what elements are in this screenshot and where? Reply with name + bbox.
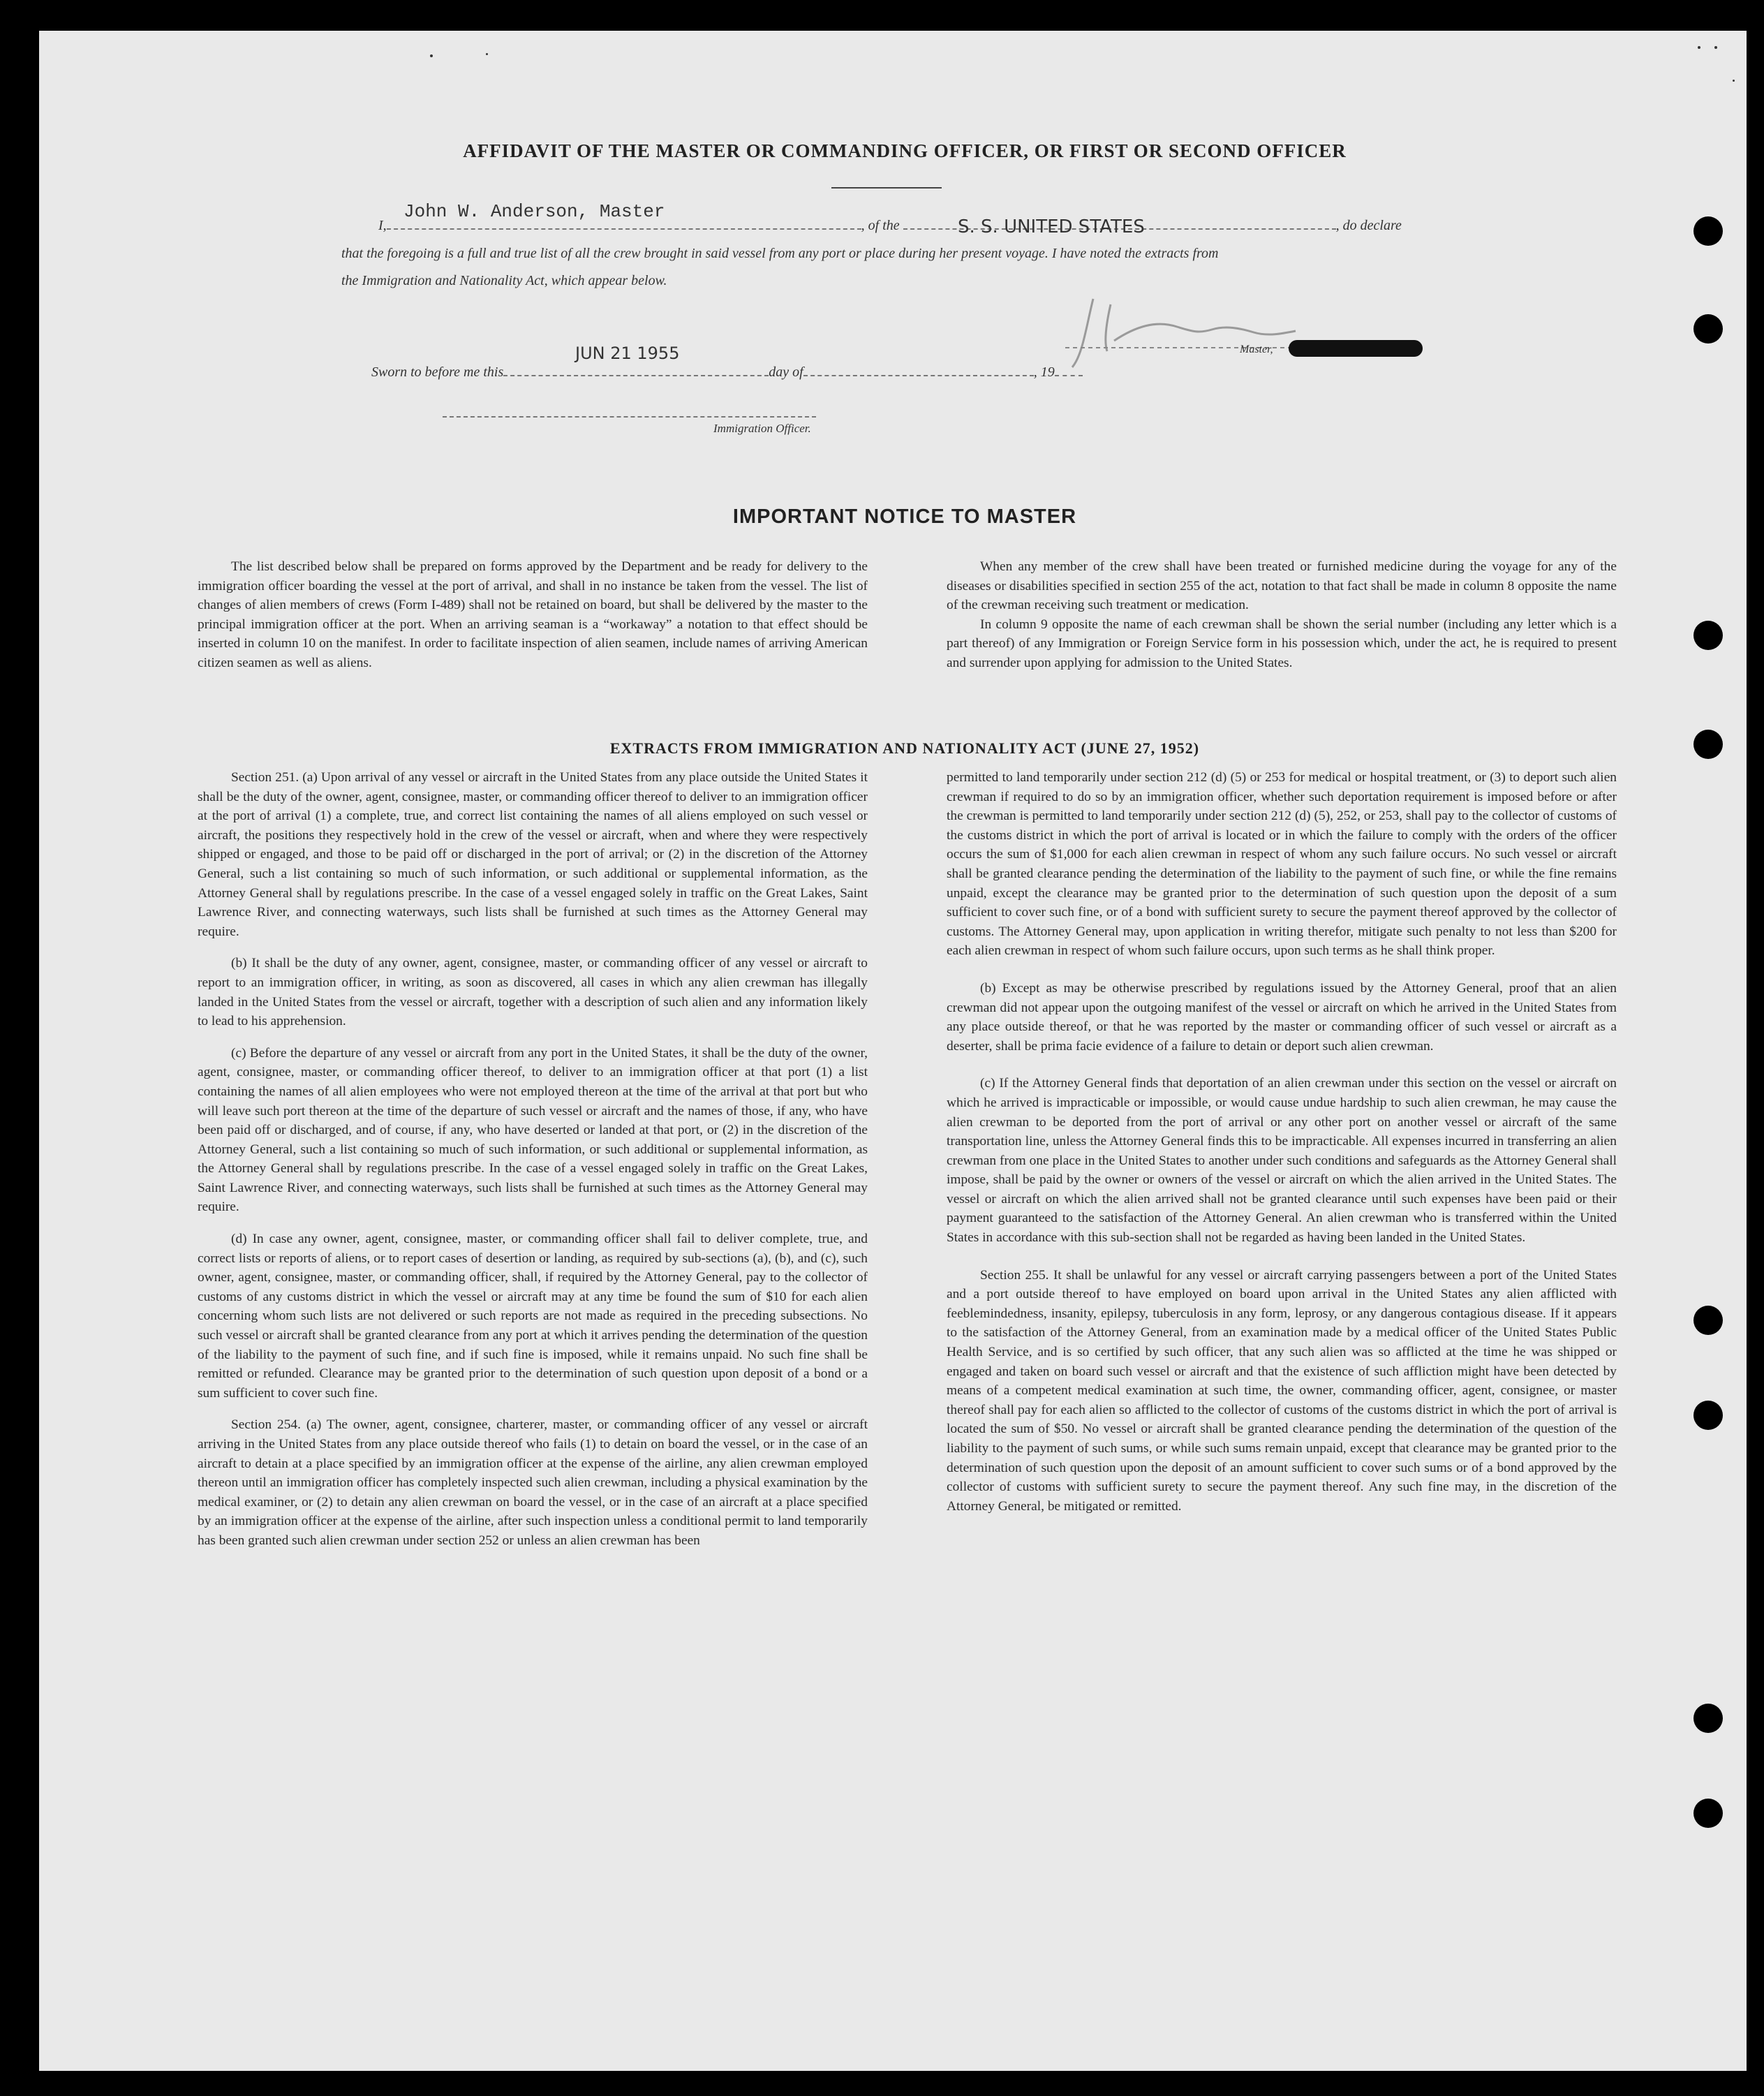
speck xyxy=(1698,46,1700,49)
extract-paragraph: (b) It shall be the duty of any owner, agent, consignee, master, or commanding officer of any vessel or aircraft to report to an immigration officer, in writing, as soon as discovered, all cases in which any alien crewman has illegally landed in the United States from the vessel or aircraft, together with a description of such alien and any information likely to lead to his apprehension. xyxy=(198,956,868,1029)
master-signature xyxy=(1044,285,1365,376)
speck xyxy=(1733,80,1735,82)
extract-paragraph: (b) Except as may be otherwise prescribed by regulations issued by the Attorney General, proof that an alien crewman did not appear upon the outgoing manifest of the vessel or aircraft on which he arrived in the United States from any place outside thereof, or that he was reported by the master or commanding officer of such vessel or aircraft as a deserter, shall be prima facie evidence of a failure to detain or deport such alien crewman. xyxy=(947,980,1617,1054)
extracts-left-column xyxy=(198,768,868,1563)
punch-hole xyxy=(1693,621,1723,650)
punch-hole xyxy=(1693,314,1723,344)
declarant-name: John W. Anderson, Master xyxy=(403,201,665,222)
officer-signature-line xyxy=(443,416,816,418)
notice-left-column xyxy=(198,557,868,686)
date-stamp: JUN 21 1955 xyxy=(575,344,680,363)
notice-paragraph: In column 9 opposite the name of each crewman shall be shown the serial number (including any letter which is a part thereof) of any Immigration or Foreign Service form in his possession which, under the act, he is required to present and surrender upon applying for admission to the United States. xyxy=(947,617,1617,670)
notice-title: IMPORTANT NOTICE TO MASTER xyxy=(732,505,1077,528)
affidavit-line-3: the Immigration and Nationality Act, which appear below. xyxy=(341,273,667,288)
sworn-label: Sworn to before me this xyxy=(371,364,504,380)
extract-paragraph: Section 251. (a) Upon arrival of any vessel or aircraft in the United States from any place outside the United States it shall be the duty of the owner, agent, consignee, master, or commanding officer thereof to deliver to an immigration officer at the port of arrival (1) a complete, true, and correct list containing the names of all aliens employed on such vessel or aircraft, the positions they respectively hold in the crew of the vessel or aircraft, when and where they were respectively shipped or engaged, and those to be paid off or discharged in the port of arrival; or (2) in the discretion of the Attorney General, such a list containing so much of such information, or such additional or supplemental information, as the Attorney General shall by regulations prescribe. In the case of a vessel engaged solely in traffic on the Great Lakes, Saint Lawrence River, and connecting waterways, such lists shall be furnished at such times as the Attorney General may require. xyxy=(198,770,868,939)
sworn-line xyxy=(371,364,1083,381)
i-label: I, xyxy=(378,218,387,233)
extracts-right-column xyxy=(947,768,1617,1528)
do-declare-label: , do declare xyxy=(1335,218,1402,233)
punch-hole xyxy=(1693,1401,1723,1430)
extract-paragraph: Section 255. It shall be unlawful for any vessel or aircraft carrying passengers between a port of the United States and a port outside thereof to have employed on board upon arrival in the United States any alien afflicted with feeblemindedness, insanity, epilepsy, tuberculosis in any form, leprosy, or any dangerous contagious disease. If it appears to the satisfaction of the Attorney General, from an examination made by a medical officer of the United States Public Health Service, and is so certified by such officer, that any such alien was so afflicted at the time he was shipped or engaged and taken on board such vessel or aircraft and that the existence of such affliction might have been detected by means of a competent medical examination at such time, the owner, commanding officer, agent, consignee, or master thereof shall pay for each alien so afflicted to the collector of customs of the customs district in which the port of arrival is located the sum of $50. No vessel or aircraft shall be granted clearance pending the determination of the question of the liability to the payment of such sums, or while such sums remain unpaid, except that clearance may be granted prior to the determination of such question upon the deposit of an amount sufficient to cover such sums or of a bond approved by the collector of customs with sufficient surety to secure the payment thereof. Any such fine may, in the discretion of the Attorney General, be mitigated or remitted. xyxy=(947,1267,1617,1514)
extract-paragraph: Section 254. (a) The owner, agent, consignee, charterer, master, or commanding officer of any vessel or aircraft arriving in the United States from any place outside thereof who fails (1) to detain on board the vessel, or in the case of an aircraft to detain at a place specified by an immigration officer at the expense of the airline, any alien crewman employed thereon until an immigration officer has completely inspected such alien crewman, including a physical examination by the medical examiner, or (2) to detain any alien crewman on board the vessel, or in the case of an aircraft at a place specified by an immigration officer at the expense of the airline, after such inspection unless a conditional permit to land temporarily has been granted such alien crewman under section 252 or unless an alien crewman has been xyxy=(198,1417,868,1548)
punch-hole xyxy=(1693,1799,1723,1828)
document-page xyxy=(39,31,1747,2071)
punch-hole xyxy=(1693,730,1723,759)
nineteen-label: , 19 xyxy=(1033,364,1055,380)
punch-hole xyxy=(1693,1306,1723,1335)
day-of-label: day of xyxy=(769,364,803,380)
affidavit-title: AFFIDAVIT OF THE MASTER OR COMMANDING OFFICER, OR FIRST OR SECOND OFFICER xyxy=(463,140,1347,161)
extracts-title: EXTRACTS FROM IMMIGRATION AND NATIONALITY ACT (JUNE 27, 1952) xyxy=(609,739,1200,757)
notice-paragraph: When any member of the crew shall have been treated or furnished medicine during the voyage for any of the diseases or disabilities specified in section 255 of the act, notation to that fact shall be made in column 8 opposite the name of the crewman receiving such treatment or medication. xyxy=(947,559,1617,613)
speck xyxy=(430,54,433,57)
notice-right-column xyxy=(947,557,1617,686)
punch-hole xyxy=(1693,216,1723,246)
punch-hole xyxy=(1693,1704,1723,1733)
extract-paragraph: permitted to land temporarily under section 212 (d) (5) or 253 for medical or hospital treatment, or (3) to deport such alien crewman if required to do so by an immigration officer, whether such deportation requirement is imposed before or after the crewman is permitted to land temporarily under section 212 (d) (5), 252, or 253, shall pay to the collector of customs of the customs district in which the port of arrival is located or in which the failure to comply with the orders of the officer occurs the sum of $1,000 for each alien crewman in respect of whom any such failure occurs. No such vessel or aircraft shall be granted clearance pending the determination of the liability to the payment of such fine, or while the fine remains unpaid, except the clearance may be granted prior to the determination of such question upon the deposit of a sum sufficient to cover such fine, or of a bond with sufficient surety to secure the payment thereof approved by the collector of customs. The Attorney General may, upon application in writing therefor, mitigate such penalty to not less than $200 for each alien crewman in respect of whom such failure occurs, upon such terms as he shall think proper. xyxy=(947,770,1617,959)
notice-paragraph: The list described below shall be prepared on forms approved by the Department and be ready for delivery to the immigration officer boarding the vessel at the port of arrival, and shall in no instance be taken from the vessel. The list of changes of alien members of crews (Form I-489) shall not be retained on board, but shall be delivered by the master to the principal immigration officer at the port. When an arriving seaman is a “workaway” a notation to that effect should be inserted in column 10 on the manifest. In order to facilitate inspection of alien seamen, include names of arriving American citizen seamen as well as aliens. xyxy=(198,559,868,670)
extract-paragraph: (d) In case any owner, agent, consignee, master, or commanding officer shall fail to deliver complete, true, and correct lists or reports of aliens, or to report cases of desertion or landing, as required by sub-sections (a), (b), and (c), such owner, agent, consignee, master, or commanding officer, shall, if required by the Attorney General, pay to the collector of customs of any customs district in which the vessel or aircraft may at any time be found the sum of $10 for each alien concerning whom such lists are not delivered or such reports are not made as required in the preceding subsections. No such vessel or aircraft shall be granted clearance from any port at which it arrives pending the determination of the question of the liability to the payment of such fine, and if such fine is imposed, while it remains unpaid. No such fine shall be remitted or refunded. Clearance may be granted prior to the determination of such question upon deposit of a bond or a sum sufficient to cover such fine. xyxy=(198,1232,868,1401)
affidavit-line-2: that the foregoing is a full and true list of all the crew brought in said vessel from any port or place during her present voyage. I have noted the extracts from xyxy=(341,246,1219,261)
extract-paragraph: (c) Before the departure of any vessel or aircraft from any port in the United States, it shall be the duty of the owner, agent, consignee, master, or commanding officer thereof, to deliver to an immigration officer at that port (1) a list containing the names of all alien employees who were not employed thereon at the time of the arrival at that port but who will leave such port thereon at the time of the departure of such vessel or aircraft and the names of those, if any, who have been paid off or discharged, and of course, if any, who have deserted or landed at that port, or (2) in the discretion of the Attorney General, such a list containing so much of such information, or such additional or supplemental information, as the Attorney General shall by regulations prescribe. In the case of a vessel engaged solely in traffic on the Great Lakes, Saint Lawrence River, and connecting waterways, such lists shall be furnished at such times as the Attorney General may require. xyxy=(198,1045,868,1215)
title-rule xyxy=(831,187,942,189)
redaction-mark xyxy=(1289,340,1423,357)
immigration-officer-label: Immigration Officer. xyxy=(713,422,811,435)
of-the-label: , of the xyxy=(861,218,900,233)
vessel-name: S. S. UNITED STATES xyxy=(958,216,1145,237)
speck xyxy=(486,53,488,55)
speck xyxy=(1714,46,1717,49)
extract-paragraph: (c) If the Attorney General finds that deportation of an alien crewman under this section on the vessel or aircraft on which he arrived is impracticable or impossible, or would cause undue hardship to such alien crewman, he may cause the alien crewman to be deported from the port of arrival or any other port on another vessel or aircraft of the same transportation line, unless the Attorney General finds this to be impracticable. All expenses incurred in transferring an alien crewman from one place in the United States to another under such conditions and safeguards as the Attorney General shall impose, shall be paid by the owner or owners of the vessel or aircraft on which the alien arrived in the United States. The vessel or aircraft on which the alien arrived shall not be granted clearance until such expenses have been paid or their payment guaranteed to the satisfaction of the Attorney General. An alien crewman who is transferred within the United States in accordance with this sub-section shall not be regarded as having been landed in the United States. xyxy=(947,1076,1617,1246)
master-label: Master, xyxy=(1240,344,1273,355)
